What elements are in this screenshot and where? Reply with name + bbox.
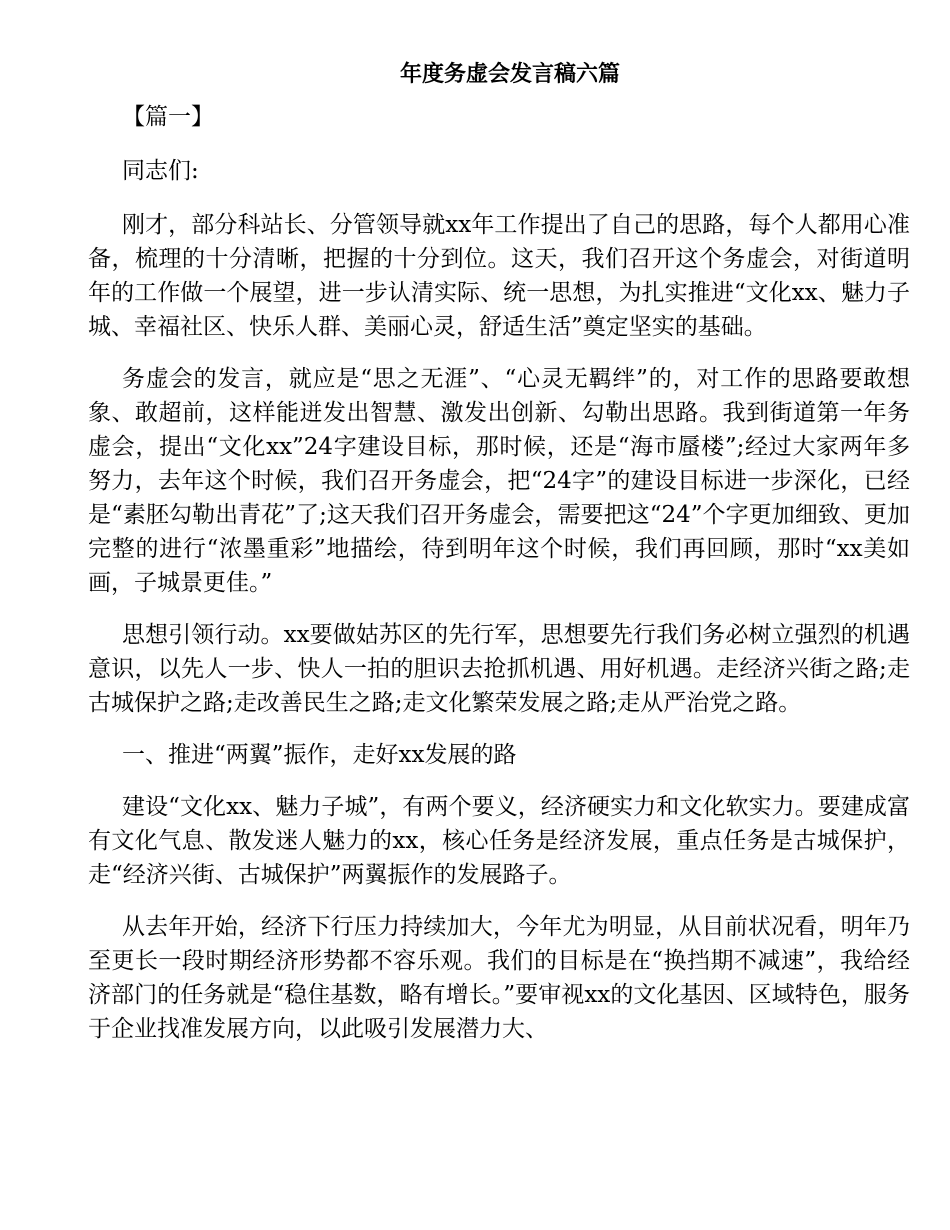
body-paragraph: 思想引领行动。xx要做姑苏区的先行军，思想要先行我们务必树立强烈的机遇意识，以先人一步、快人一拍的胆识去抢抓机遇、用好机遇。走经济兴街之路;走古城保护之路;走改善民生之路;走文化繁荣发展之路;走从严治党之路。: [88, 622, 910, 716]
body-paragraph: 刚才，部分科站长、分管领导就xx年工作提出了自己的思路，每个人都用心准备，梳理的十分清晰，把握的十分到位。这天，我们召开这个务虚会，对街道明年的工作做一个展望，进一步认清实际、统一思想，为扎实推进“文化xx、魅力子城、幸福社区、快乐人群、美丽心灵，舒适生活”奠定坚实的基础。: [88, 212, 910, 340]
body-paragraph: 从去年开始，经济下行压力持续加大，今年尤为明显，从目前状况看，明年乃至更长一段时期经济形势都不容乐观。我们的目标是在“换挡期不减速”，我给经济部门的任务就是“稳住基数，略有增长。”要审视xx的文化基因、区域特色，服务于企业找准发展方向，以此吸引发展潜力大、: [88, 914, 910, 1042]
salutation: 同志们:: [122, 158, 199, 184]
body-paragraph: 建设“文化xx、魅力子城”，有两个要义，经济硬实力和文化软实力。要建成富有文化气息、散发迷人魅力的xx，核心任务是经济发展，重点任务是古城保护，走“经济兴街、古城保护”两翼振作的发展路子。: [88, 794, 910, 888]
document-title: 年度务虚会发言稿六篇: [399, 61, 620, 87]
body-paragraph: 务虚会的发言，就应是“思之无涯”、“心灵无羁绊”的，对工作的思路要敢想象、敢超前，这样能迸发出智慧、激发出创新、勾勒出思路。我到街道第一年务虚会，提出“文化xx”24字建设目标，那时候，还是“海市蜃楼”;经过大家两年多努力，去年这个时候，我们召开务虚会，把“24字”的建设目标进一步深化，已经是“素胚勾勒出青花”了;这天我们召开务虚会，需要把这“24”个字更加细致、更加完整的进行“浓墨重彩”地描绘，待到明年这个时候，我们再回顾，那时“xx美如画，子城景更佳。”: [88, 366, 910, 596]
section-heading: 一、推进“两翼”振作，走好xx发展的路: [122, 742, 517, 768]
section-tag: 【篇一】: [122, 104, 214, 130]
